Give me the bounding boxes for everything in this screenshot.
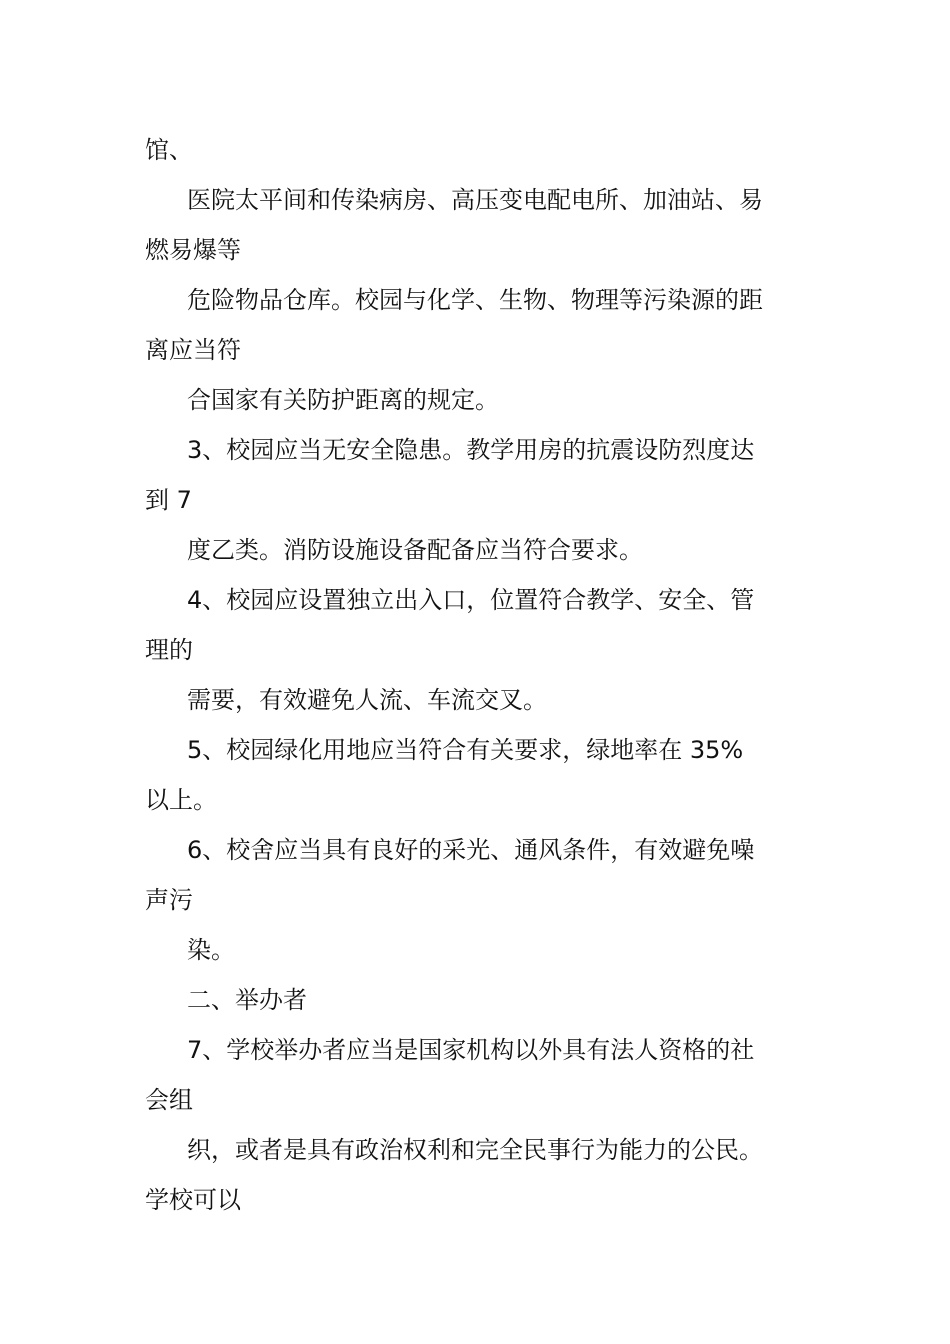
text-line: 3、校园应当无安全隐患。教学用房的抗震设防烈度达	[187, 436, 755, 464]
text-line: 声污	[145, 886, 193, 914]
text-line: 织，或者是具有政治权利和完全民事行为能力的公民。	[187, 1136, 763, 1164]
text-line: 合国家有关防护距离的规定。	[187, 386, 499, 414]
text-line: 5、校园绿化用地应当符合有关要求，绿地率在 35%	[187, 736, 744, 764]
text-line: 理的	[145, 636, 193, 664]
text-line: 馆、	[145, 136, 193, 164]
text-line: 7、学校举办者应当是国家机构以外具有法人资格的社	[187, 1036, 755, 1064]
section-heading: 二、举办者	[187, 986, 307, 1014]
text-line: 学校可以	[145, 1186, 241, 1214]
text-line: 染。	[187, 936, 235, 964]
text-line: 4、校园应设置独立出入口，位置符合教学、安全、管	[187, 586, 755, 614]
text-line: 燃易爆等	[145, 236, 241, 264]
text-line: 危险物品仓库。校园与化学、生物、物理等污染源的距	[187, 286, 763, 314]
text-line: 会组	[145, 1086, 193, 1114]
text-line: 到 7	[145, 486, 192, 514]
text-line: 以上。	[145, 786, 217, 814]
text-line: 医院太平间和传染病房、高压变电配电所、加油站、易	[187, 186, 763, 214]
text-line: 需要，有效避免人流、车流交叉。	[187, 686, 547, 714]
text-line: 离应当符	[145, 336, 241, 364]
text-line: 度乙类。消防设施设备配备应当符合要求。	[187, 536, 643, 564]
text-line: 6、校舍应当具有良好的采光、通风条件，有效避免噪	[187, 836, 755, 864]
